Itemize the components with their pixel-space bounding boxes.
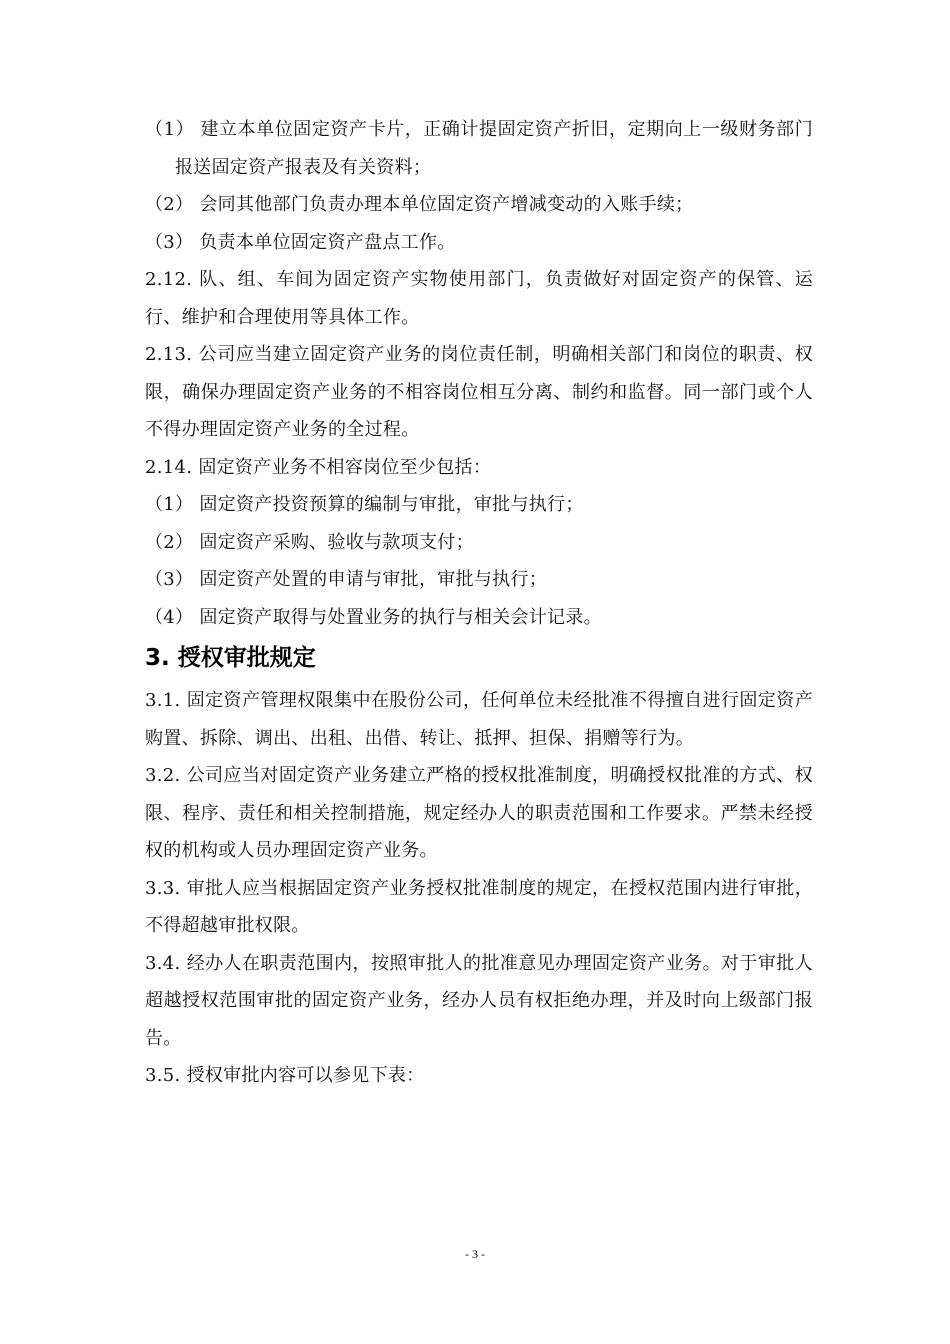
page-content <box>145 111 813 1095</box>
clause-2-13: 2.13. 公司应当建立固定资产业务的岗位责任制，明确相关部门和岗位的职责、权限，确保办理固定资产业务的不相容岗位相互分离、制约和监督。同一部门或个人不得办理固定资产业务的全过程。 <box>145 344 813 440</box>
page-number: - 3 - <box>465 1247 485 1261</box>
clause-3-4: 3.4. 经办人在职责范围内，按照审批人的批准意见办理固定资产业务。对于审批人超越授权范围审批的固定资产业务，经办人员有权拒绝办理，并及时向上级部门报告。 <box>145 952 813 1049</box>
clause-2-14: 2.14. 固定资产业务不相容岗位至少包括： <box>145 456 492 478</box>
incompatible-item-1: （1） 固定资产投资预算的编制与审批，审批与执行； <box>145 494 584 515</box>
incompatible-item-2: （2） 固定资产采购、验收与款项支付； <box>145 531 474 553</box>
section-3-heading: 3. 授权审批规定 <box>145 645 316 671</box>
clause-3-2: 3.2. 公司应当对固定资产业务建立严格的授权批准制度，明确授权批准的方式、权限、程序、责任和相关控制措施，规定经办人的职责范围和工作要求。严禁未经授权的机构或人员办理固定资产业务。 <box>145 765 813 861</box>
clause-3-5: 3.5. 授权审批内容可以参见下表： <box>145 1065 425 1086</box>
clause-2-12: 2.12. 队、组、车间为固定资产实物使用部门，负责做好对固定资产的保管、运行、维护和合理使用等具体工作。 <box>145 269 813 328</box>
clause-3-3: 3.3. 审批人应当根据固定资产业务授权批准制度的规定，在授权范围内进行审批，不得超越审批权限。 <box>145 877 813 936</box>
finance-duty-item-1: （1） 建立本单位固定资产卡片，正确计提固定资产折旧，定期向上一级财务部门报送固定资产报表及有关资料； <box>145 119 813 178</box>
clause-3-1: 3.1. 固定资产管理权限集中在股份公司，任何单位未经批准不得擅自进行固定资产购置、拆除、调出、出租、出借、转让、抵押、担保、捐赠等行为。 <box>145 690 813 749</box>
finance-duty-item-3: （3） 负责本单位固定资产盘点工作。 <box>145 231 456 253</box>
finance-duty-item-2: （2） 会同其他部门负责办理本单位固定资产增减变动的入账手续； <box>145 194 694 215</box>
incompatible-item-4: （4） 固定资产取得与处置业务的执行与相关会计记录。 <box>145 606 602 628</box>
incompatible-item-3: （3） 固定资产处置的申请与审批，审批与执行； <box>145 569 548 590</box>
